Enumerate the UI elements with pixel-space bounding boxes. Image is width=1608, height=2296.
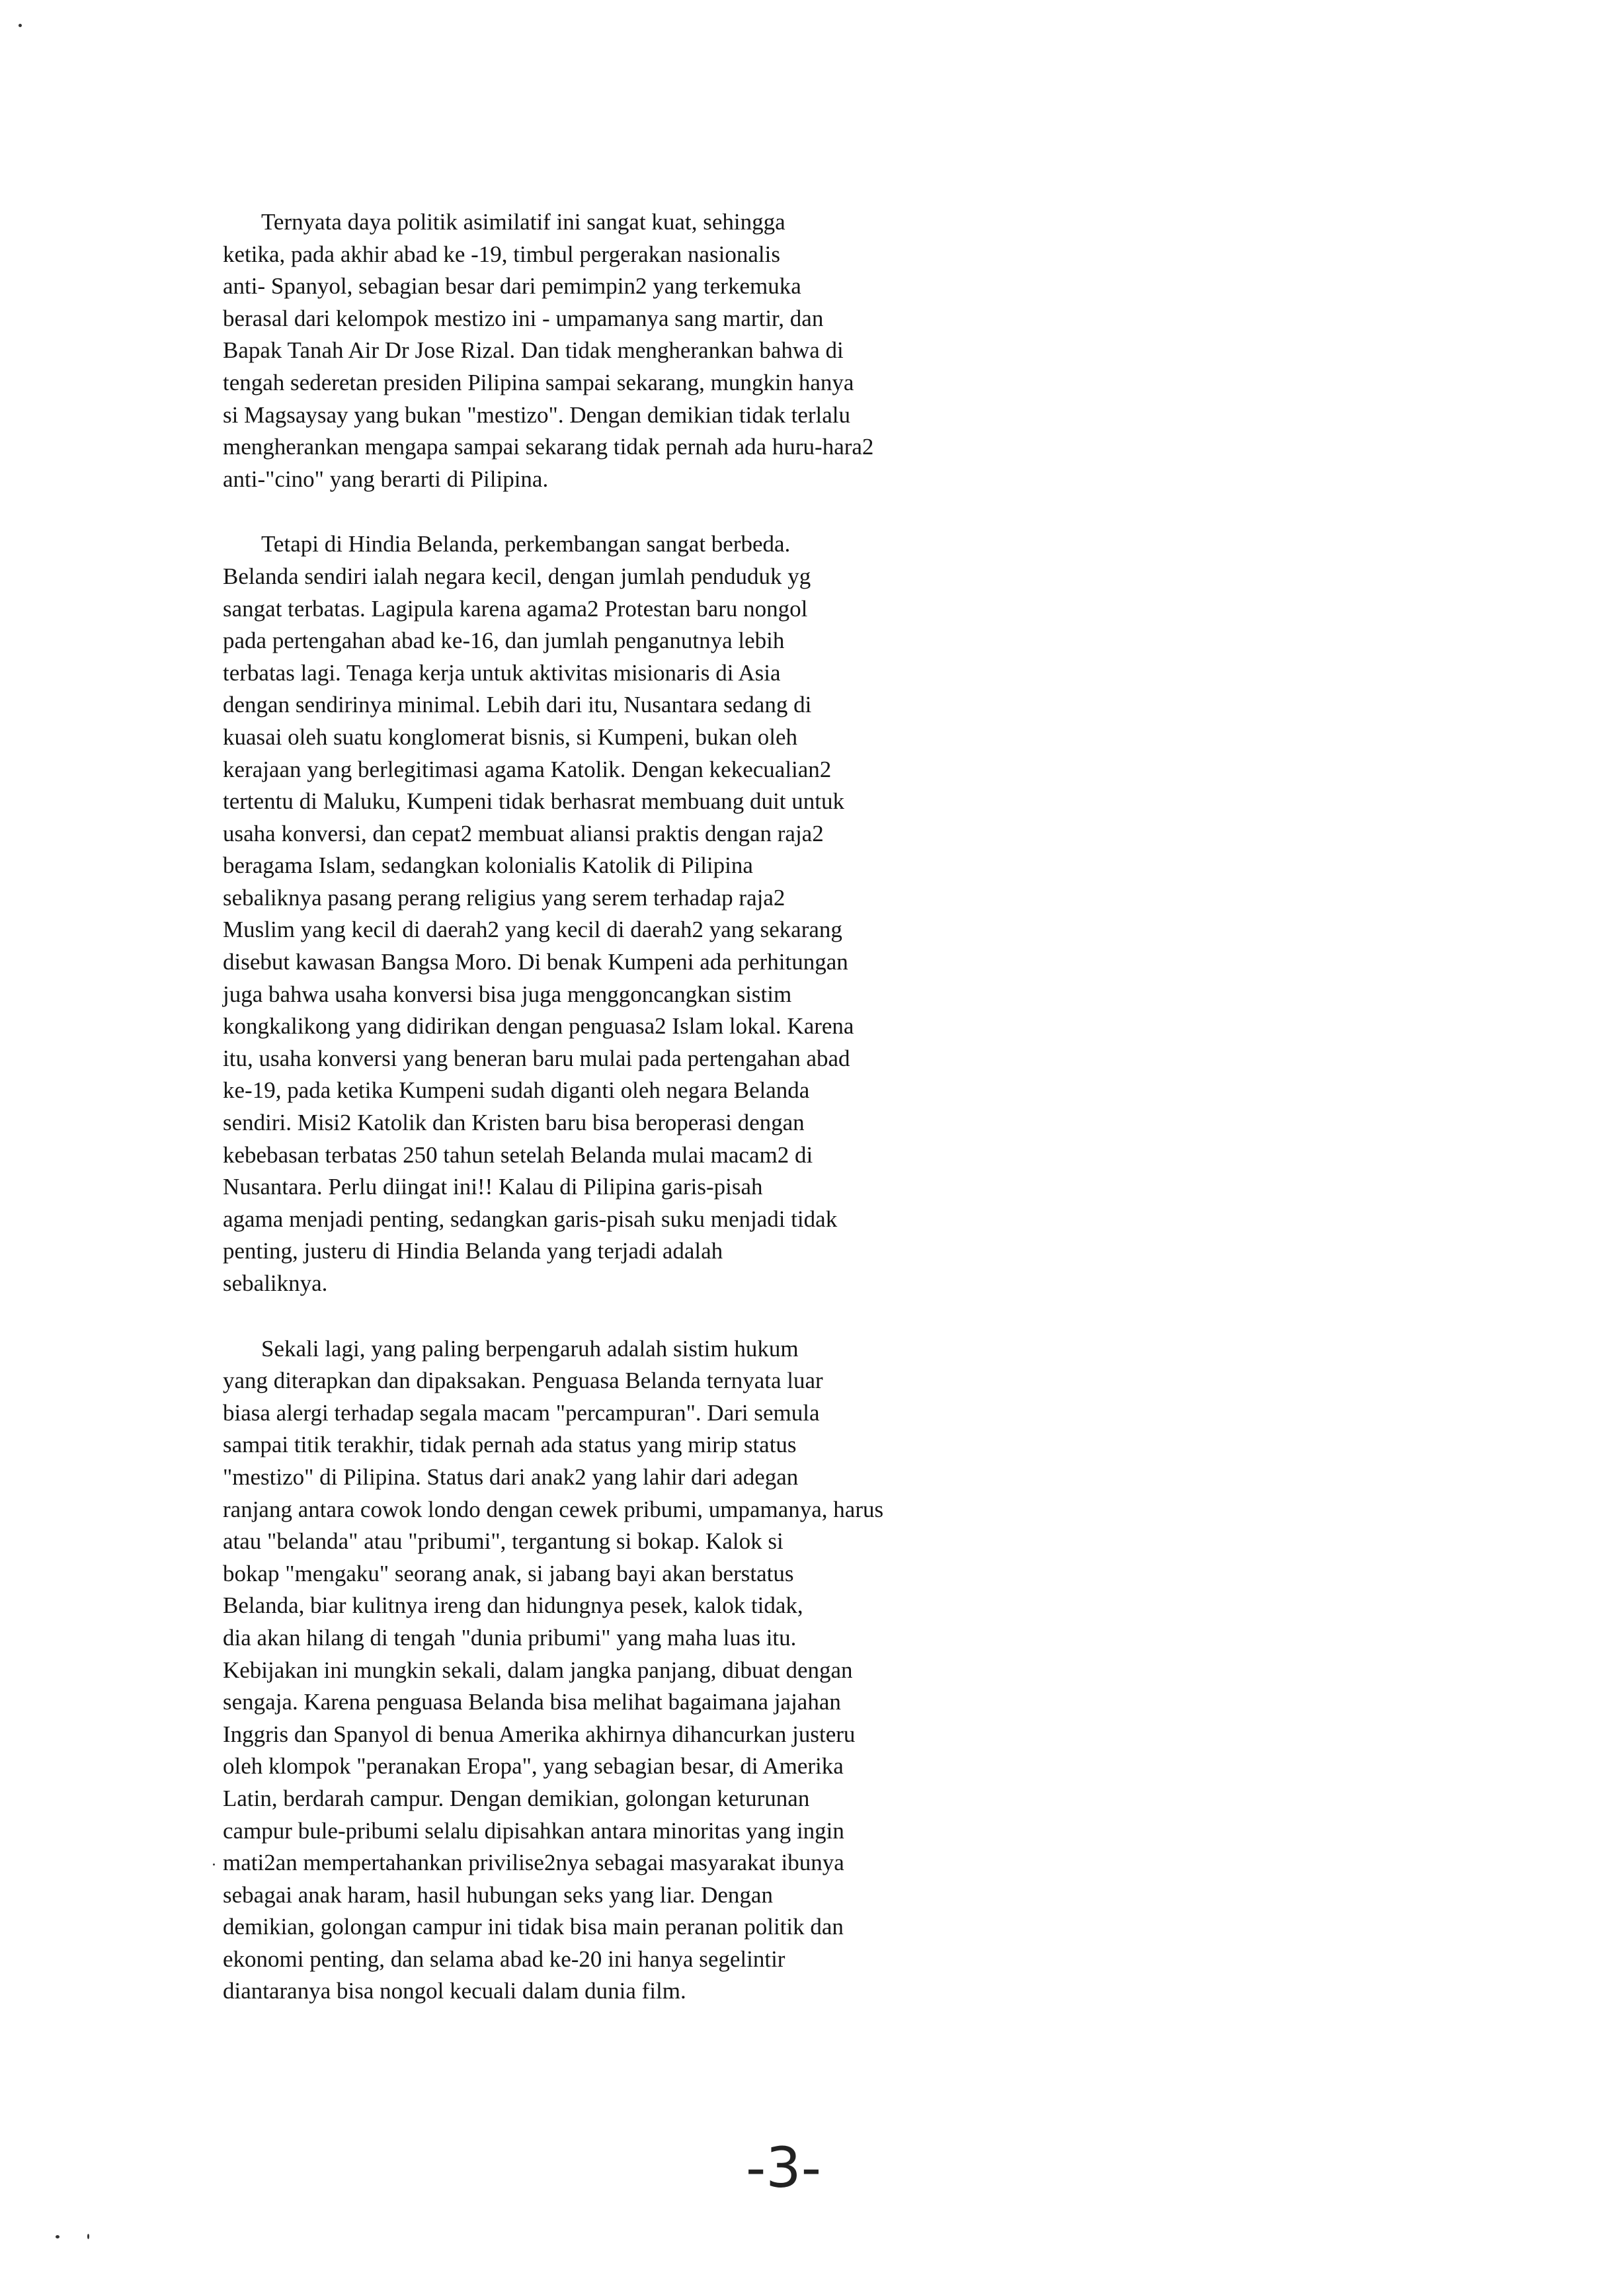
text-line: terbatas lagi. Tenaga kerja untuk aktivitas misionaris di Asia bbox=[223, 659, 781, 686]
text-line: Ternyata daya politik asimilatif ini sangat kuat, sehingga bbox=[261, 209, 785, 235]
text-line: kuasai oleh suatu konglomerat bisnis, si Kumpeni, bukan oleh bbox=[223, 723, 798, 750]
text-line: bokap "mengaku" seorang anak, si jabang bayi akan berstatus bbox=[223, 1560, 794, 1586]
text-line: kebebasan terbatas 250 tahun setelah Belanda mulai macam2 di bbox=[223, 1141, 813, 1168]
text-line: ranjang antara cowok londo dengan cewek pribumi, umpamanya, harus bbox=[223, 1496, 884, 1522]
text-line: kongkalikong yang didirikan dengan penguasa2 Islam lokal. Karena bbox=[223, 1013, 854, 1040]
paragraph-1 bbox=[223, 206, 1082, 495]
text-line: oleh klompok "peranakan Eropa", yang sebagian besar, di Amerika bbox=[223, 1753, 844, 1780]
text-line: yang diterapkan dan dipaksakan. Penguasa Belanda ternyata luar bbox=[223, 1368, 823, 1394]
text-line: campur bule-pribumi selalu dipisahkan antara minoritas yang ingin bbox=[223, 1817, 844, 1844]
text-line: "mestizo" di Pilipina. Status dari anak2 yang lahir dari adegan bbox=[223, 1463, 799, 1490]
text-line: sangat terbatas. Lagipula karena agama2 Protestan baru nongol bbox=[223, 595, 808, 622]
text-line: Bapak Tanah Air Dr Jose Rizal. Dan tidak mengherankan bahwa di bbox=[223, 337, 844, 364]
text-line: Muslim yang kecil di daerah2 yang kecil di daerah2 yang sekarang bbox=[223, 917, 842, 943]
text-line: Nusantara. Perlu diingat ini!! Kalau di Pilipina garis-pisah bbox=[223, 1174, 763, 1200]
text-line: pada pertengahan abad ke-16, dan jumlah penganutnya lebih bbox=[223, 628, 785, 654]
text-line: sampai titik terakhir, tidak pernah ada status yang mirip status bbox=[223, 1432, 797, 1458]
text-line: Inggris dan Spanyol di benua Amerika akhirnya dihancurkan justeru bbox=[223, 1721, 856, 1747]
text-line: disebut kawasan Bangsa Moro. Di benak Kumpeni ada perhitungan bbox=[223, 949, 848, 975]
text-line: diantaranya bisa nongol kecuali dalam dunia film. bbox=[223, 1978, 686, 2004]
text-line: Belanda, biar kulitnya ireng dan hidungnya pesek, kalok tidak, bbox=[223, 1592, 803, 1619]
text-line: penting, justeru di Hindia Belanda yang terjadi adalah bbox=[223, 1238, 723, 1264]
text-line: itu, usaha konversi yang beneran baru mulai pada pertengahan abad bbox=[223, 1045, 850, 1071]
text-line: Belanda sendiri ialah negara kecil, dengan jumlah penduduk yg bbox=[223, 563, 811, 589]
text-line: Latin, berdarah campur. Dengan demikian, golongan keturunan bbox=[223, 1785, 810, 1811]
text-line: anti- Spanyol, sebagian besar dari pemimpin2 yang terkemuka bbox=[223, 273, 801, 300]
text-line: ketika, pada akhir abad ke -19, timbul pergerakan nasionalis bbox=[223, 241, 780, 267]
text-line: dengan sendirinya minimal. Lebih dari itu, Nusantara sedang di bbox=[223, 692, 812, 718]
text-line: beragama Islam, sedangkan kolonialis Katolik di Pilipina bbox=[223, 852, 753, 879]
text-line: si Magsaysay yang bukan "mestizo". Dengan demikian tidak terlalu bbox=[223, 401, 851, 428]
text-line: biasa alergi terhadap segala macam "percampuran". Dari semula bbox=[223, 1399, 820, 1426]
scan-speck bbox=[19, 24, 22, 27]
document-body bbox=[223, 206, 1082, 2008]
page-number: -3- bbox=[745, 2135, 822, 2200]
text-line: ekonomi penting, dan selama abad ke-20 ini hanya segelintir bbox=[223, 1946, 785, 1972]
text-line: atau "belanda" atau "pribumi", tergantung si bokap. Kalok si bbox=[223, 1528, 784, 1555]
scan-speck bbox=[213, 1864, 215, 1866]
text-line: kerajaan yang berlegitimasi agama Katolik. Dengan kekecualian2 bbox=[223, 756, 832, 782]
scan-speck bbox=[56, 2235, 60, 2238]
text-line: mati2an mempertahankan privilise2nya sebagai masyarakat ibunya bbox=[223, 1850, 844, 1876]
text-line: sebagai anak haram, hasil hubungan seks yang liar. Dengan bbox=[223, 1881, 773, 1908]
text-line: demikian, golongan campur ini tidak bisa main peranan politik dan bbox=[223, 1914, 844, 1940]
text-line: dia akan hilang di tengah "dunia pribumi" yang maha luas itu. bbox=[223, 1624, 797, 1651]
paragraph-3 bbox=[223, 1333, 1082, 2008]
text-line: mengherankan mengapa sampai sekarang tidak pernah ada huru-hara2 bbox=[223, 434, 874, 460]
text-line: Kebijakan ini mungkin sekali, dalam jangka panjang, dibuat dengan bbox=[223, 1657, 853, 1683]
text-line: sebaliknya. bbox=[223, 1270, 328, 1296]
text-line: Tetapi di Hindia Belanda, perkembangan sangat berbeda. bbox=[261, 531, 791, 557]
text-line: ke-19, pada ketika Kumpeni sudah diganti oleh negara Belanda bbox=[223, 1077, 810, 1104]
text-line: anti-"cino" yang berarti di Pilipina. bbox=[223, 466, 549, 492]
text-line: berasal dari kelompok mestizo ini - umpamanya sang martir, dan bbox=[223, 305, 824, 331]
text-line: sendiri. Misi2 Katolik dan Kristen baru bisa beroperasi dengan bbox=[223, 1110, 805, 1136]
paragraph-gap bbox=[223, 495, 1082, 528]
paragraph-gap bbox=[223, 1300, 1082, 1333]
text-line: sebaliknya pasang perang religius yang serem terhadap raja2 bbox=[223, 884, 785, 911]
text-line: tengah sederetan presiden Pilipina sampai sekarang, mungkin hanya bbox=[223, 369, 854, 395]
text-line: Sekali lagi, yang paling berpengaruh adalah sistim hukum bbox=[261, 1335, 799, 1362]
text-line: juga bahwa usaha konversi bisa juga menggoncangkan sistim bbox=[223, 981, 792, 1007]
text-line: agama menjadi penting, sedangkan garis-pisah suku menjadi tidak bbox=[223, 1206, 838, 1232]
paragraph-2 bbox=[223, 528, 1082, 1299]
text-line: tertentu di Maluku, Kumpeni tidak berhasrat membuang duit untuk bbox=[223, 788, 844, 815]
text-line: usaha konversi, dan cepat2 membuat aliansi praktis dengan raja2 bbox=[223, 820, 824, 846]
scan-speck bbox=[87, 2234, 89, 2239]
text-line: sengaja. Karena penguasa Belanda bisa melihat bagaimana jajahan bbox=[223, 1689, 841, 1715]
